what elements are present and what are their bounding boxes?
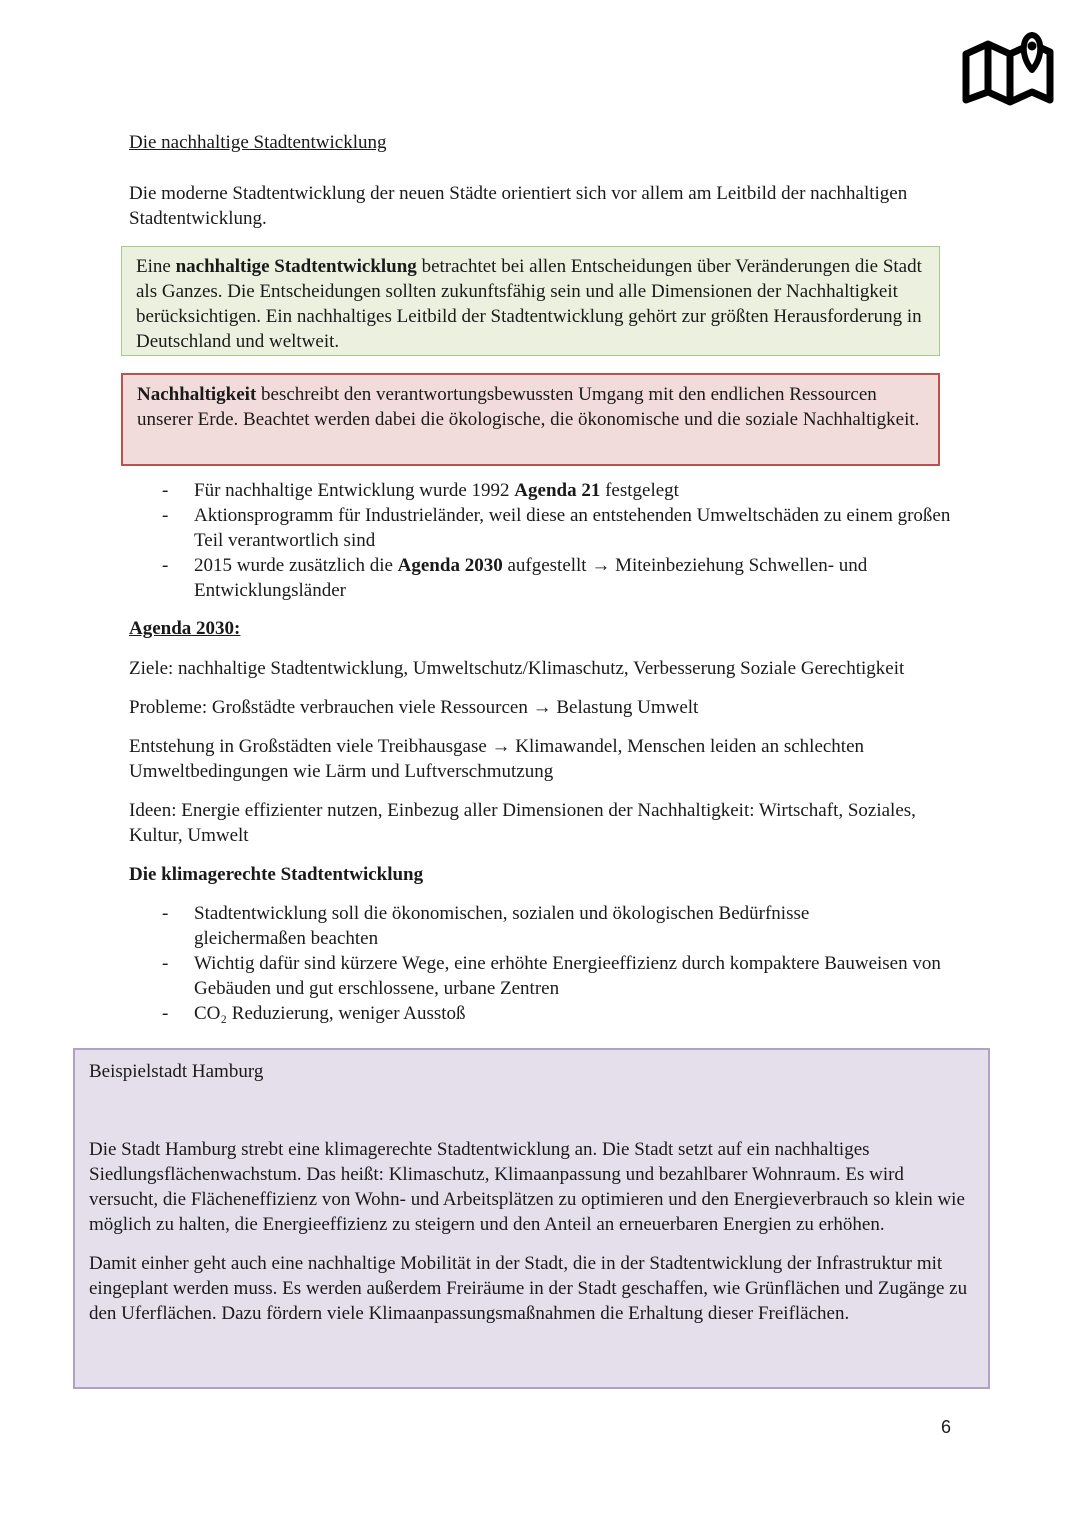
example-title: Beispielstadt Hamburg (89, 1061, 264, 1082)
list-item (129, 478, 959, 503)
definition-box-sustainable-development (121, 246, 940, 356)
example-box-hamburg (73, 1048, 990, 1389)
agenda-origin: Entstehung in Großstädten viele Treibhausgase → Klimawandel, Menschen leiden an schlechten Umweltbedingungen wie Lärm und Luftverschmutzung (129, 736, 865, 782)
climate-heading: Die klimagerechte Stadtentwicklung (129, 864, 424, 885)
example-paragraph: Die Stadt Hamburg strebt eine klimagerechte Stadtentwicklung an. Die Stadt setzt auf ein nachhaltiges Siedlungsflächenwachstum. Das heißt: Klimaschutz, Klimaanpassung und bezahlbarer Wohnraum. Es wird versucht, die Flächeneffizienz von Wohn- und Arbeitsplätzen zu optimieren und den Energieverbrauch so klein wie möglich zu halten, die Energieeffizienz zu steigern und den Anteil an erneuerbaren Energien zu erhöhen. (89, 1139, 965, 1235)
map-location-icon (960, 30, 1056, 108)
list-item-text: Für nachhaltige Entwicklung wurde 1992 (194, 480, 515, 501)
agenda-list (129, 478, 959, 603)
list-item-text: Aktionsprogramm für Industrieländer, weil diese an entstehenden Umweltschäden zu einem großen Teil verantwortlich sind (194, 505, 951, 551)
definition-prefix: Eine (136, 256, 176, 277)
definition-text: beschreibt den verantwortungsbewussten Umgang mit den endlichen Ressourcen unserer Erde. Beachtet werden dabei die ökologische, die ökonomische und die soziale Nachhaltigkeit. (137, 384, 920, 430)
page-title: Die nachhaltige Stadtentwicklung (129, 132, 387, 153)
definition-box-sustainability (121, 373, 940, 466)
list-item: - Wichtig dafür sind kürzere Wege, eine erhöhte Energieeffizienz durch kompaktere Bauweisen von Gebäuden und gut erschlossene, urbane Zentren (129, 951, 959, 1001)
climate-list (129, 901, 959, 1026)
agenda-goals: Ziele: nachhaltige Stadtentwicklung, Umweltschutz/Klimaschutz, Verbesserung Soziale Gerechtigkeit (129, 658, 905, 679)
list-item-bold: Agenda 21 (514, 480, 601, 501)
list-item: - CO₂ Reduzierung, weniger Ausstoß (129, 1001, 959, 1026)
definition-text: betrachtet bei allen Entscheidungen über Veränderungen die Stadt als Ganzes. Die Entscheidungen sollten zukunftsfähig sein und alle Dimensionen der Nachhaltigkeit berücksichtigen. Ein nachhaltiges Leitbild der Stadtentwicklung gehört zur größten Herausforderung in Deutschland und weltweit. (136, 256, 922, 352)
list-item-bold: Agenda 2030 (397, 555, 503, 576)
list-item-text: festgelegt (600, 480, 679, 501)
list-item-text: aufgestellt → Miteinbeziehung Schwellen- und Entwicklungsländer (194, 555, 868, 601)
list-item (129, 553, 959, 603)
agenda-problems: Probleme: Großstädte verbrauchen viele Ressourcen → Belastung Umwelt (129, 697, 699, 718)
agenda-ideas: Ideen: Energie effizienter nutzen, Einbezug aller Dimensionen der Nachhaltigkeit: Wirtschaft, Soziales, Kultur, Umwelt (129, 800, 916, 846)
agenda-heading: Agenda 2030: (129, 618, 241, 639)
list-item (129, 503, 959, 553)
intro-paragraph: Die moderne Stadtentwicklung der neuen Städte orientiert sich vor allem am Leitbild der nachhaltigen Stadtentwicklung. (129, 183, 908, 229)
definition-term: Nachhaltigkeit (137, 384, 257, 405)
list-item: - Stadtentwicklung soll die ökonomischen, sozialen und ökologischen Bedürfnisse gleichermaßen beachten (129, 901, 959, 951)
example-paragraph: Damit einher geht auch eine nachhaltige Mobilität in der Stadt, die in der Stadtentwicklung der Infrastruktur mit eingeplant werden muss. Es werden außerdem Freiräume in der Stadt geschaffen, wie Grünflächen und Zugänge zu den Uferflächen. Dazu fördern viele Klimaanpassungsmaßnahmen die Erhaltung dieser Freiflächen. (89, 1253, 968, 1324)
definition-term: nachhaltige Stadtentwicklung (175, 256, 417, 277)
page-number: 6 (941, 1417, 952, 1437)
list-item-text: 2015 wurde zusätzlich die (194, 555, 398, 576)
